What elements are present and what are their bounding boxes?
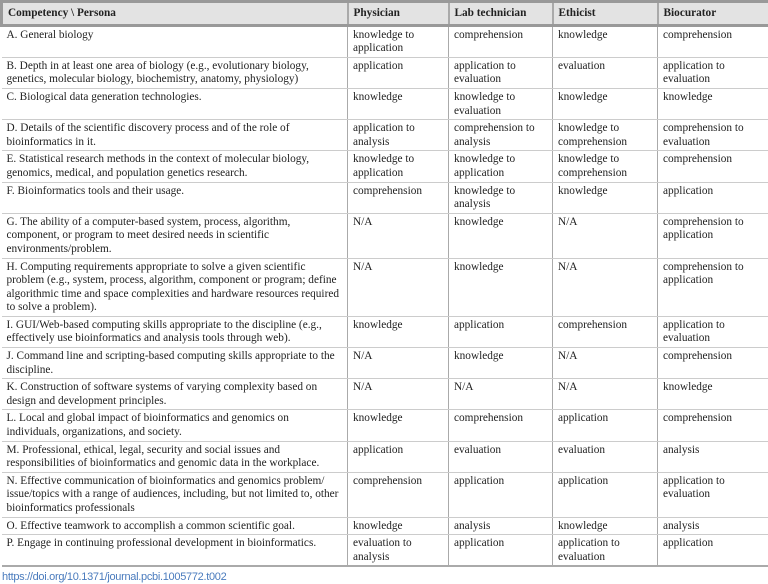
table-row bbox=[2, 410, 768, 441]
cell-ethicist: evaluation bbox=[553, 57, 658, 88]
cell-physician: application to analysis bbox=[348, 120, 449, 151]
cell-biocurator: comprehension to application bbox=[658, 213, 768, 258]
cell-competency: B. Depth in at least one area of biology (e.g., evolutionary biology, genetics, molecular biology, biochemistry, anatomy, physiology) bbox=[2, 57, 348, 88]
table-row bbox=[2, 120, 768, 151]
cell-competency: O. Effective teamwork to accomplish a common scientific goal. bbox=[2, 517, 348, 535]
header-row bbox=[2, 2, 768, 26]
table-body bbox=[2, 25, 768, 566]
header-competency: Competency \ Persona bbox=[2, 2, 348, 26]
cell-physician: knowledge bbox=[348, 88, 449, 119]
cell-lab-technician: comprehension bbox=[449, 25, 553, 57]
cell-competency: A. General biology bbox=[2, 25, 348, 57]
cell-lab-technician: comprehension to analysis bbox=[449, 120, 553, 151]
cell-ethicist: knowledge to comprehension bbox=[553, 120, 658, 151]
table-row bbox=[2, 472, 768, 517]
cell-physician: N/A bbox=[348, 258, 449, 316]
cell-lab-technician: application bbox=[449, 535, 553, 567]
cell-competency: M. Professional, ethical, legal, security and social issues and responsibilities of bioinformatics and genomic data in the workplace. bbox=[2, 441, 348, 472]
cell-physician: application bbox=[348, 441, 449, 472]
cell-competency: J. Command line and scripting-based computing skills appropriate to the discipline. bbox=[2, 348, 348, 379]
cell-lab-technician: knowledge bbox=[449, 258, 553, 316]
cell-ethicist: application bbox=[553, 410, 658, 441]
cell-physician: knowledge to application bbox=[348, 151, 449, 182]
table-row bbox=[2, 517, 768, 535]
cell-ethicist: knowledge bbox=[553, 517, 658, 535]
cell-ethicist: comprehension bbox=[553, 316, 658, 347]
cell-physician: knowledge to application bbox=[348, 25, 449, 57]
cell-ethicist: N/A bbox=[553, 213, 658, 258]
cell-lab-technician: evaluation bbox=[449, 441, 553, 472]
table-row bbox=[2, 258, 768, 316]
cell-physician: knowledge bbox=[348, 316, 449, 347]
table-row bbox=[2, 316, 768, 347]
cell-physician: comprehension bbox=[348, 182, 449, 213]
cell-physician: N/A bbox=[348, 379, 449, 410]
cell-lab-technician: knowledge to evaluation bbox=[449, 88, 553, 119]
cell-biocurator: application to evaluation bbox=[658, 57, 768, 88]
cell-biocurator: comprehension bbox=[658, 25, 768, 57]
cell-biocurator: analysis bbox=[658, 517, 768, 535]
cell-biocurator: application to evaluation bbox=[658, 316, 768, 347]
cell-ethicist: application bbox=[553, 472, 658, 517]
header-physician: Physician bbox=[348, 2, 449, 26]
cell-biocurator: knowledge bbox=[658, 379, 768, 410]
cell-biocurator: analysis bbox=[658, 441, 768, 472]
table-row bbox=[2, 182, 768, 213]
cell-physician: knowledge bbox=[348, 410, 449, 441]
cell-biocurator: application to evaluation bbox=[658, 472, 768, 517]
cell-competency: C. Biological data generation technologies. bbox=[2, 88, 348, 119]
header-biocurator: Biocurator bbox=[658, 2, 768, 26]
cell-competency: I. GUI/Web-based computing skills appropriate to the discipline (e.g., effectively use bioinformatics and analysis tools through web). bbox=[2, 316, 348, 347]
cell-biocurator: comprehension to application bbox=[658, 258, 768, 316]
cell-lab-technician: knowledge to application bbox=[449, 151, 553, 182]
cell-competency: L. Local and global impact of bioinformatics and genomics on individuals, organizations, and society. bbox=[2, 410, 348, 441]
cell-competency: P. Engage in continuing professional development in bioinformatics. bbox=[2, 535, 348, 567]
cell-ethicist: knowledge bbox=[553, 182, 658, 213]
cell-ethicist: knowledge to comprehension bbox=[553, 151, 658, 182]
cell-competency: N. Effective communication of bioinformatics and genomics problem/ issue/topics with a range of audiences, including, but not limited to, other bioinformatics professionals bbox=[2, 472, 348, 517]
cell-biocurator: knowledge bbox=[658, 88, 768, 119]
cell-ethicist: N/A bbox=[553, 348, 658, 379]
cell-lab-technician: comprehension bbox=[449, 410, 553, 441]
cell-physician: evaluation to analysis bbox=[348, 535, 449, 567]
cell-lab-technician: analysis bbox=[449, 517, 553, 535]
table-row bbox=[2, 57, 768, 88]
cell-physician: comprehension bbox=[348, 472, 449, 517]
table-row bbox=[2, 88, 768, 119]
cell-lab-technician: knowledge bbox=[449, 348, 553, 379]
table-row bbox=[2, 25, 768, 57]
cell-physician: N/A bbox=[348, 348, 449, 379]
header-ethicist: Ethicist bbox=[553, 2, 658, 26]
cell-ethicist: application to evaluation bbox=[553, 535, 658, 567]
cell-biocurator: comprehension bbox=[658, 151, 768, 182]
table-row bbox=[2, 151, 768, 182]
table-row bbox=[2, 441, 768, 472]
cell-biocurator: comprehension bbox=[658, 410, 768, 441]
doi-link[interactable]: https://doi.org/10.1371/journal.pcbi.1005772.t002 bbox=[2, 571, 768, 584]
table-row bbox=[2, 379, 768, 410]
cell-lab-technician: N/A bbox=[449, 379, 553, 410]
cell-competency: K. Construction of software systems of varying complexity based on design and development principles. bbox=[2, 379, 348, 410]
cell-competency: F. Bioinformatics tools and their usage. bbox=[2, 182, 348, 213]
cell-biocurator: comprehension to evaluation bbox=[658, 120, 768, 151]
table-row bbox=[2, 213, 768, 258]
table-row bbox=[2, 348, 768, 379]
cell-physician: N/A bbox=[348, 213, 449, 258]
cell-lab-technician: application to evaluation bbox=[449, 57, 553, 88]
cell-lab-technician: application bbox=[449, 472, 553, 517]
header-lab-technician: Lab technician bbox=[449, 2, 553, 26]
cell-ethicist: knowledge bbox=[553, 88, 658, 119]
cell-competency: G. The ability of a computer-based system, process, algorithm, component, or program to meet desired needs in scientific environments/problem. bbox=[2, 213, 348, 258]
cell-ethicist: evaluation bbox=[553, 441, 658, 472]
cell-competency: H. Computing requirements appropriate to solve a given scientific problem (e.g., system, process, algorithm, component or program; define algorithmic time and space complexities and hardware resources required to solve a problem). bbox=[2, 258, 348, 316]
cell-ethicist: N/A bbox=[553, 379, 658, 410]
cell-biocurator: application bbox=[658, 535, 768, 567]
cell-lab-technician: knowledge to analysis bbox=[449, 182, 553, 213]
cell-lab-technician: application bbox=[449, 316, 553, 347]
cell-physician: knowledge bbox=[348, 517, 449, 535]
cell-ethicist: N/A bbox=[553, 258, 658, 316]
cell-ethicist: knowledge bbox=[553, 25, 658, 57]
cell-physician: application bbox=[348, 57, 449, 88]
cell-biocurator: application bbox=[658, 182, 768, 213]
cell-biocurator: comprehension bbox=[658, 348, 768, 379]
cell-lab-technician: knowledge bbox=[449, 213, 553, 258]
cell-competency: E. Statistical research methods in the context of molecular biology, genomics, medical, and population genetics research. bbox=[2, 151, 348, 182]
cell-competency: D. Details of the scientific discovery process and of the role of bioinformatics in it. bbox=[2, 120, 348, 151]
table-row bbox=[2, 535, 768, 567]
